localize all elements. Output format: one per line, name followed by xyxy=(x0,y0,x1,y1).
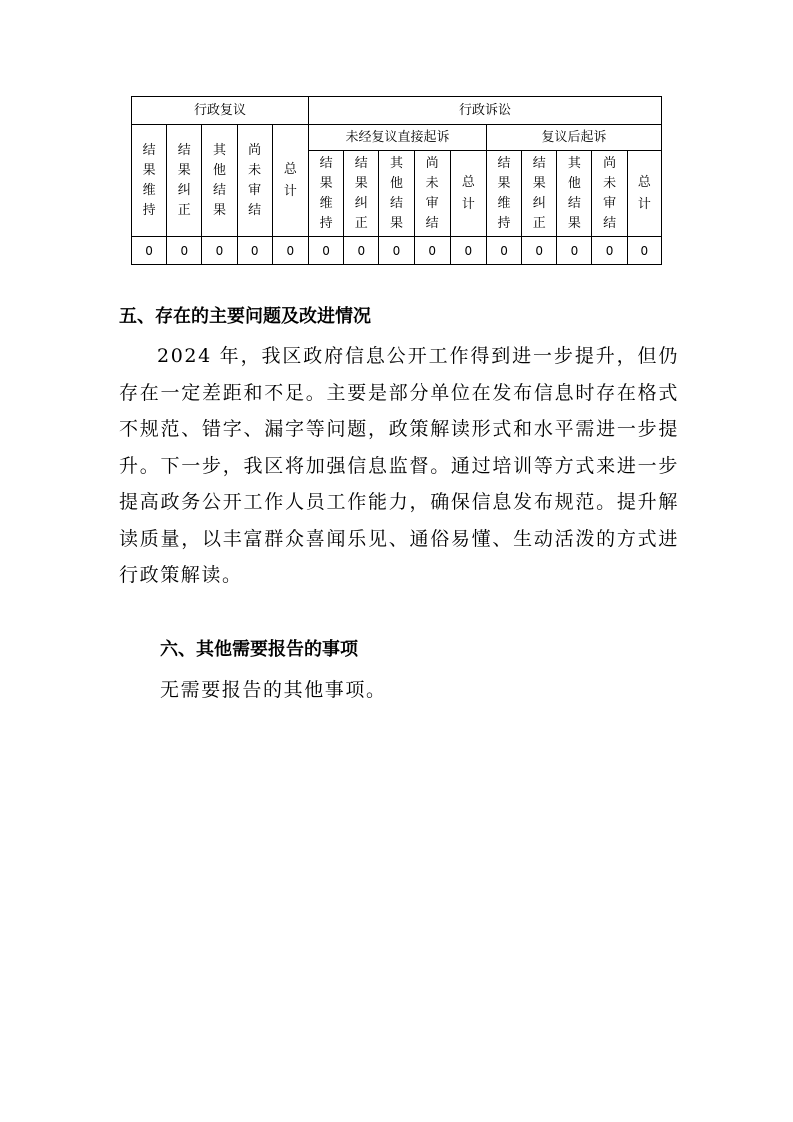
value-cell: 0 xyxy=(627,237,661,265)
direct-col-maintained: 结果维持 xyxy=(308,151,343,237)
direct-suit-header: 未经复议直接起诉 xyxy=(308,125,486,151)
value-cell: 0 xyxy=(132,237,167,265)
post-col-maintained: 结果维持 xyxy=(486,151,521,237)
value-cell: 0 xyxy=(414,237,450,265)
review-col-corrected: 结果纠正 xyxy=(167,125,202,237)
review-col-other: 其他结果 xyxy=(202,125,237,237)
value-cell: 0 xyxy=(486,237,521,265)
section-6-body: 无需要报告的其他事项。 xyxy=(160,679,387,701)
value-cell: 0 xyxy=(272,237,308,265)
value-cell: 0 xyxy=(450,237,486,265)
section-6-heading: 六、其他需要报告的事项 xyxy=(160,639,358,660)
value-cell: 0 xyxy=(592,237,627,265)
post-col-other: 其他结果 xyxy=(557,151,592,237)
review-litigation-table xyxy=(131,96,662,265)
section-5-heading: 五、存在的主要问题及改进情况 xyxy=(119,306,371,327)
value-cell: 0 xyxy=(557,237,592,265)
direct-col-corrected: 结果纠正 xyxy=(344,151,379,237)
review-col-maintained: 结果维持 xyxy=(132,125,167,237)
direct-col-other: 其他结果 xyxy=(379,151,414,237)
value-cell: 0 xyxy=(522,237,557,265)
review-col-total: 总计 xyxy=(272,125,308,237)
value-cell: 0 xyxy=(379,237,414,265)
value-cell: 0 xyxy=(167,237,202,265)
value-cell: 0 xyxy=(308,237,343,265)
post-col-pending: 尚未审结 xyxy=(592,151,627,237)
direct-col-pending: 尚未审结 xyxy=(414,151,450,237)
section-5-body: 2024 年，我区政府信息公开工作得到进一步提升，但仍存在一定差距和不足。主要是部分单位在发布信息时存在格式不规范、错字、漏字等问题，政策解读形式和水平需进一步提升。下一步，我区将加强信息监督。通过培训等方式来进一步提高政务公开工作人员工作能力，确保信息发布规范。提升解读质量，以丰富群众喜闻乐见、通俗易懂、生动活泼的方式进行政策解读。 xyxy=(119,345,679,586)
direct-col-total: 总计 xyxy=(450,151,486,237)
review-col-pending: 尚未审结 xyxy=(237,125,272,237)
value-cell: 0 xyxy=(202,237,237,265)
value-cell: 0 xyxy=(237,237,272,265)
post-review-suit-header: 复议后起诉 xyxy=(486,125,661,151)
post-col-corrected: 结果纠正 xyxy=(522,151,557,237)
value-cell: 0 xyxy=(344,237,379,265)
admin-review-header: 行政复议 xyxy=(132,97,309,125)
litigation-header: 行政诉讼 xyxy=(308,97,661,125)
post-col-total: 总计 xyxy=(627,151,661,237)
